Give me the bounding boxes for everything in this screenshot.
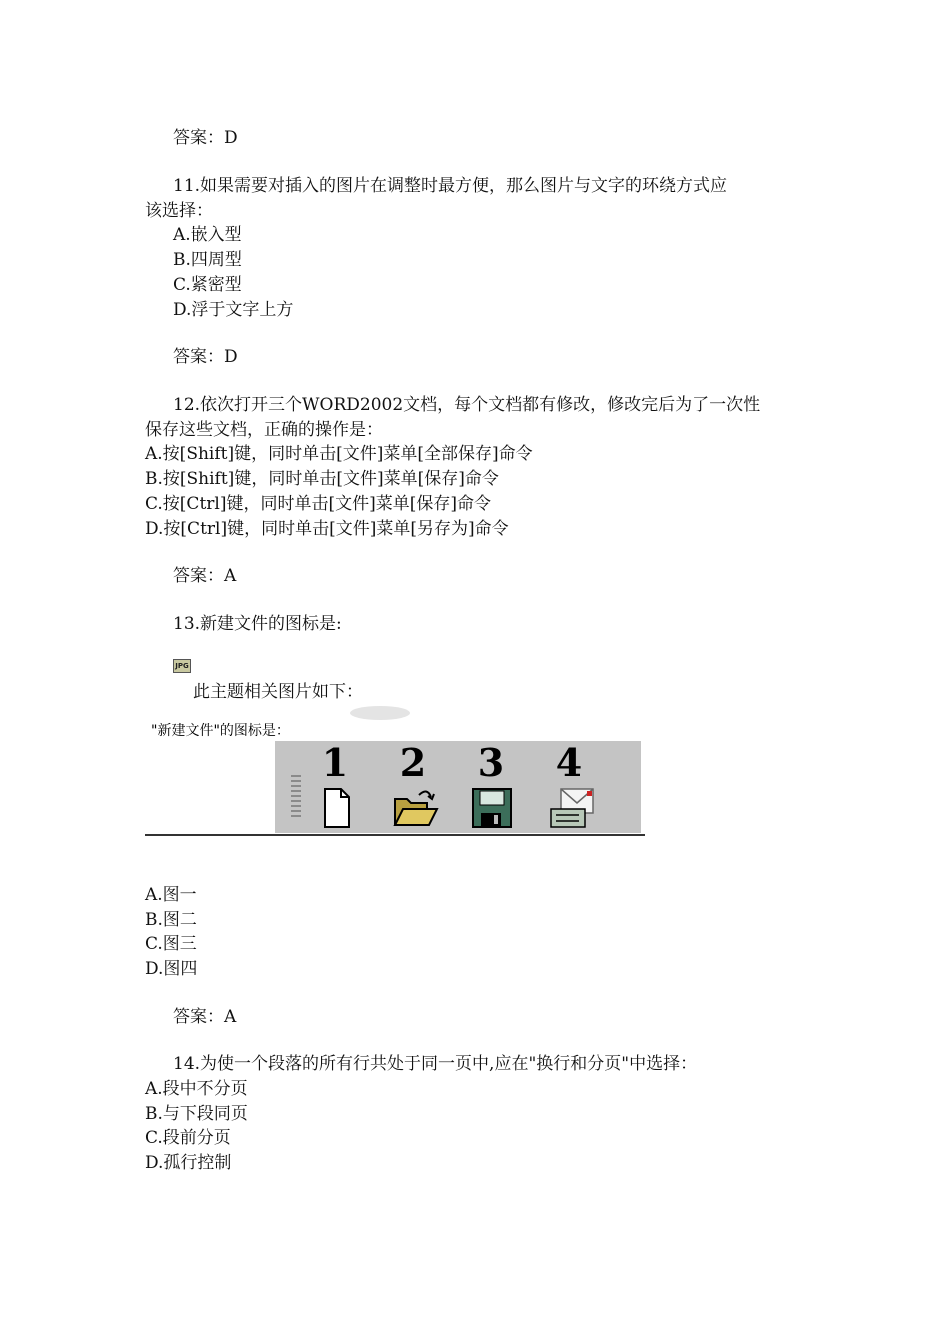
- image-file-icon[interactable]: JPG: [173, 659, 191, 673]
- option-b: B.图二: [145, 910, 197, 930]
- tool-3: [459, 740, 523, 833]
- option-c: C.段前分页: [145, 1128, 231, 1148]
- option-c: C.图三: [145, 934, 197, 954]
- figure-shadow: [350, 706, 410, 720]
- answer-q11: 答案：D: [173, 347, 238, 367]
- toolbar-grip: [291, 775, 301, 819]
- option-a: A.按[Shift]键，同时单击[文件]菜单[全部保存]命令: [145, 444, 533, 464]
- option-c: C.紧密型: [173, 275, 242, 295]
- option-a: A.段中不分页: [145, 1079, 248, 1099]
- option-d: D.孤行控制: [145, 1153, 232, 1173]
- option-a: A.嵌入型: [173, 225, 242, 245]
- answer-q12: 答案：A: [173, 566, 237, 586]
- answer-q13: 答案：A: [173, 1007, 237, 1027]
- tool-number: 3: [477, 740, 505, 785]
- option-a: A.图一: [145, 885, 197, 905]
- toolbar-figure: [145, 706, 645, 838]
- save-disk-icon: [469, 785, 513, 829]
- option-d: D.浮于文字上方: [173, 300, 294, 320]
- question-11-text: 11.如果需要对插入的图片在调整时最方便，那么图片与文字的环绕方式应: [173, 176, 728, 196]
- question-12-text-cont: 保存这些文档，正确的操作是：: [145, 420, 383, 440]
- tool-1: [303, 740, 367, 833]
- tool-number: 4: [555, 740, 583, 785]
- option-b: B.按[Shift]键，同时单击[文件]菜单[保存]命令: [145, 469, 499, 489]
- answer-q10: 答案：D: [173, 128, 238, 148]
- image-intro-text: 此主题相关图片如下：: [193, 682, 363, 702]
- option-c: C.按[Ctrl]键，同时单击[文件]菜单[保存]命令: [145, 494, 492, 514]
- tool-4: [537, 740, 601, 833]
- option-d: D.图四: [145, 959, 198, 979]
- option-b: B.四周型: [173, 250, 242, 270]
- figure-caption: "新建文件"的图标是：: [151, 723, 290, 739]
- option-d: D.按[Ctrl]键，同时单击[文件]菜单[另存为]命令: [145, 519, 509, 539]
- question-11-text-cont: 该选择：: [145, 201, 213, 221]
- toolbar-strip: [275, 741, 641, 833]
- open-folder-icon: [391, 785, 439, 829]
- new-document-icon: [313, 785, 357, 829]
- tool-2: [381, 740, 445, 833]
- tool-number: 2: [399, 740, 427, 785]
- figure-baseline: [145, 834, 645, 836]
- question-13-text: 13.新建文件的图标是:: [173, 614, 342, 634]
- mail-icon: [547, 785, 599, 829]
- question-12-text: 12.依次打开三个WORD2002文档，每个文档都有修改，修改完后为了一次性: [173, 395, 761, 415]
- option-b: B.与下段同页: [145, 1104, 248, 1124]
- question-14-text: 14.为使一个段落的所有行共处于同一页中,应在"换行和分页"中选择：: [173, 1054, 698, 1074]
- tool-number: 1: [321, 740, 349, 785]
